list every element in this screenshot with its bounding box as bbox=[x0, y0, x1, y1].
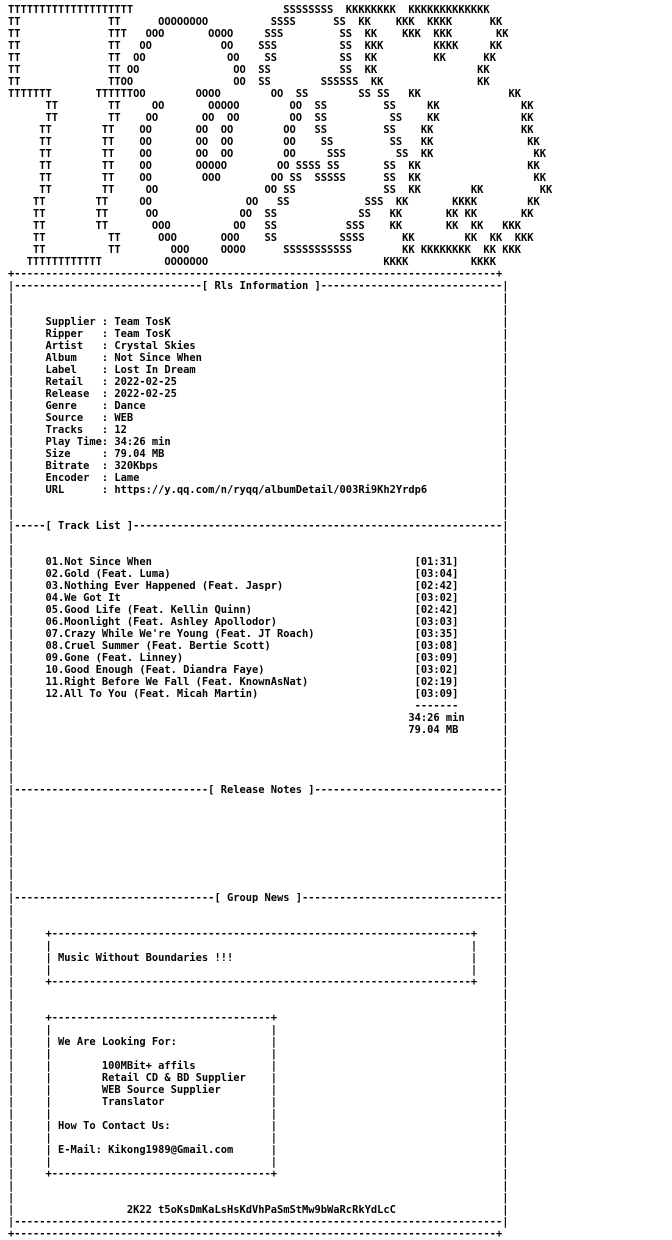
nfo-line: TT TT OOO OO SS SSS KK KK KK KKK bbox=[8, 220, 521, 232]
nfo-line: | | | | bbox=[8, 1108, 509, 1120]
nfo-line: | | Retail CD & BD Supplier | | bbox=[8, 1072, 509, 1084]
nfo-line: | Genre : Dance | bbox=[8, 400, 509, 412]
nfo-line: | Ripper : Team TosK | bbox=[8, 328, 509, 340]
nfo-line: | Supplier : Team TosK | bbox=[8, 316, 509, 328]
nfo-line: | Tracks : 12 | bbox=[8, 424, 509, 436]
nfo-line: | Label : Lost In Dream | bbox=[8, 364, 509, 376]
nfo-line: TT TT OO OO SS SS KK KK KK bbox=[8, 52, 496, 64]
nfo-line: | Size : 79.04 MB | bbox=[8, 448, 509, 460]
nfo-line: |-----[ Track List ]-----------------------------------------------------------| bbox=[8, 520, 509, 532]
nfo-line: TTTTTTTTTTTTTTTTTTTT SSSSSSSS KKKKKKKK KKKKKKKKKKKKK bbox=[8, 4, 490, 16]
nfo-line: | | WEB Source Supplier | | bbox=[8, 1084, 509, 1096]
nfo-line: | | bbox=[8, 808, 509, 820]
nfo-line: | | bbox=[8, 1000, 509, 1012]
nfo-line: TT TT OOOOOOOO SSSS SS KK KKK KKKK KK bbox=[8, 16, 503, 28]
nfo-line: TT TT OO OO OO OO SSS SS KK KK bbox=[8, 148, 546, 160]
nfo-line: | | | | bbox=[8, 964, 509, 976]
nfo-line: | | Music Without Boundaries !!! | | bbox=[8, 952, 509, 964]
nfo-line: | | 100MBit+ affils | | bbox=[8, 1060, 509, 1072]
nfo-line: TT TT OO OO SS SS KK KK bbox=[8, 64, 490, 76]
nfo-line: TT TT OO OO OO OO SS SS KK KK bbox=[8, 136, 540, 148]
nfo-line: TT TT OO OO SS SSS KK KKKK KK bbox=[8, 196, 540, 208]
nfo-line: | 10.Good Enough (Feat. Diandra Faye) [03:02] | bbox=[8, 664, 509, 676]
nfo-line: | | bbox=[8, 736, 509, 748]
nfo-line: TT TT OOO OOOO SSSSSSSSSSS KK KKKKKKKK KK KKK bbox=[8, 244, 521, 256]
nfo-line: | +-----------------------------------+ | bbox=[8, 1168, 509, 1180]
nfo-line: TT TT OO OOOOO OO SS SS KK KK bbox=[8, 100, 534, 112]
nfo-line: | | bbox=[8, 904, 509, 916]
nfo-line: |------------------------------[ Rls Information ]-----------------------------| bbox=[8, 280, 509, 292]
nfo-line: TT TT OO OO OO OO SS SS KK KK bbox=[8, 112, 534, 124]
nfo-line: TTTTTTTTTTTT OOOOOOO KKKK KKKK bbox=[8, 256, 496, 268]
nfo-line: | | bbox=[8, 832, 509, 844]
nfo-line: | | bbox=[8, 532, 509, 544]
nfo-line: | | Translator | | bbox=[8, 1096, 509, 1108]
nfo-line: | 09.Gone (Feat. Linney) [03:09] | bbox=[8, 652, 509, 664]
nfo-line: | | bbox=[8, 748, 509, 760]
nfo-line: | Bitrate : 320Kbps | bbox=[8, 460, 509, 472]
nfo-line: | +-------------------------------------------------------------------+ | bbox=[8, 976, 509, 988]
nfo-line: | | bbox=[8, 880, 509, 892]
nfo-line: | URL : https://y.qq.com/n/ryqq/albumDetail/003Ri9Kh2Yrdp6 | bbox=[8, 484, 509, 496]
nfo-line: | | bbox=[8, 772, 509, 784]
nfo-line: | 11.Right Before We Fall (Feat. KnownAsNat) [02:19] | bbox=[8, 676, 509, 688]
nfo-line: | | bbox=[8, 304, 509, 316]
nfo-line: +-----------------------------------------------------------------------------+ bbox=[8, 1228, 503, 1240]
nfo-line: | 01.Not Since When [01:31] | bbox=[8, 556, 509, 568]
nfo-line: |-------------------------------[ Release Notes ]------------------------------| bbox=[8, 784, 509, 796]
nfo-line: | | bbox=[8, 1180, 509, 1192]
nfo-line: | | How To Contact Us: | | bbox=[8, 1120, 509, 1132]
nfo-line: TT TT OO OOO OO SS SSSSS SS KK KK bbox=[8, 172, 546, 184]
nfo-line: | | We Are Looking For: | | bbox=[8, 1036, 509, 1048]
nfo-line: | Release : 2022-02-25 | bbox=[8, 388, 509, 400]
nfo-line: | 34:26 min | bbox=[8, 712, 509, 724]
nfo-line: | | | | bbox=[8, 1024, 509, 1036]
nfo-line: | | bbox=[8, 820, 509, 832]
nfo-line: | | bbox=[8, 292, 509, 304]
nfo-line: | | bbox=[8, 760, 509, 772]
nfo-line: TT TT OO OOOOO OO SSSS SS SS KK KK bbox=[8, 160, 540, 172]
nfo-line: TT TT OO OO SSS SS KKK KKKK KK bbox=[8, 40, 503, 52]
nfo-line: | | bbox=[8, 796, 509, 808]
nfo-line: | Retail : 2022-02-25 | bbox=[8, 376, 509, 388]
nfo-line: | +-------------------------------------------------------------------+ | bbox=[8, 928, 509, 940]
nfo-line: | | bbox=[8, 544, 509, 556]
nfo-line: | Source : WEB | bbox=[8, 412, 509, 424]
nfo-line: TT TT OO OO SS SS KK KK KK KK bbox=[8, 208, 534, 220]
nfo-line: | | bbox=[8, 496, 509, 508]
nfo-line: TTTTTTT TTTTTTOO OOOO OO SS SS SS KK KK bbox=[8, 88, 521, 100]
nfo-line: | 04.We Got It [03:02] | bbox=[8, 592, 509, 604]
nfo-line: | | bbox=[8, 844, 509, 856]
nfo-line: |------------------------------------------------------------------------------| bbox=[8, 1216, 509, 1228]
nfo-line: TT TT OOO OOO SS SSSS KK KK KK KKK bbox=[8, 232, 534, 244]
nfo-line: |--------------------------------[ Group News ]--------------------------------| bbox=[8, 892, 509, 904]
nfo-line: | 07.Crazy While We're Young (Feat. JT Roach) [03:35] | bbox=[8, 628, 509, 640]
nfo-line: | | bbox=[8, 988, 509, 1000]
nfo-line: | 02.Gold (Feat. Luma) [03:04] | bbox=[8, 568, 509, 580]
nfo-line: | Artist : Crystal Skies | bbox=[8, 340, 509, 352]
nfo-line: | | | | bbox=[8, 1048, 509, 1060]
nfo-line: | ------- | bbox=[8, 700, 509, 712]
nfo-line: | 12.All To You (Feat. Micah Martin) [03:09] | bbox=[8, 688, 509, 700]
nfo-line: | +-----------------------------------+ | bbox=[8, 1012, 509, 1024]
nfo-line: | 08.Cruel Summer (Feat. Bertie Scott) [03:08] | bbox=[8, 640, 509, 652]
nfo-line: | | bbox=[8, 508, 509, 520]
nfo-line: | Play Time: 34:26 min | bbox=[8, 436, 509, 448]
nfo-line: | | bbox=[8, 868, 509, 880]
nfo-line: | 03.Nothing Ever Happened (Feat. Jaspr) [02:42] | bbox=[8, 580, 509, 592]
nfo-line: TT TTOO OO SS SSSSSS KK KK bbox=[8, 76, 490, 88]
nfo-line: | | bbox=[8, 916, 509, 928]
nfo-line: | Encoder : Lame | bbox=[8, 472, 509, 484]
nfo-line: | Album : Not Since When | bbox=[8, 352, 509, 364]
nfo-line: | | | | bbox=[8, 1132, 509, 1144]
nfo-line: | 05.Good Life (Feat. Kellin Quinn) [02:42] | bbox=[8, 604, 509, 616]
nfo-line: | | E-Mail: Kikong1989@Gmail.com | | bbox=[8, 1144, 509, 1156]
nfo-line: | 79.04 MB | bbox=[8, 724, 509, 736]
nfo-line: | | bbox=[8, 1192, 509, 1204]
nfo-line: | | | | bbox=[8, 1156, 509, 1168]
nfo-line: | | bbox=[8, 856, 509, 868]
nfo-line: | 2K22 t5oKsDmKaLsHsKdVhPaSmStMw9bWaRcRkYdLcC | bbox=[8, 1204, 509, 1216]
nfo-line: TT TT OO OO SS SS KK KK KK bbox=[8, 184, 553, 196]
nfo-line: | 06.Moonlight (Feat. Ashley Apollodor) [03:03] | bbox=[8, 616, 509, 628]
nfo-line: TT TT OO OO OO OO SS SS KK KK bbox=[8, 124, 534, 136]
nfo-line: | | | | bbox=[8, 940, 509, 952]
nfo-line: TT TTT OOO OOOO SSS SS KK KKK KKK KK bbox=[8, 28, 509, 40]
nfo-line: +-----------------------------------------------------------------------------+ bbox=[8, 268, 503, 280]
